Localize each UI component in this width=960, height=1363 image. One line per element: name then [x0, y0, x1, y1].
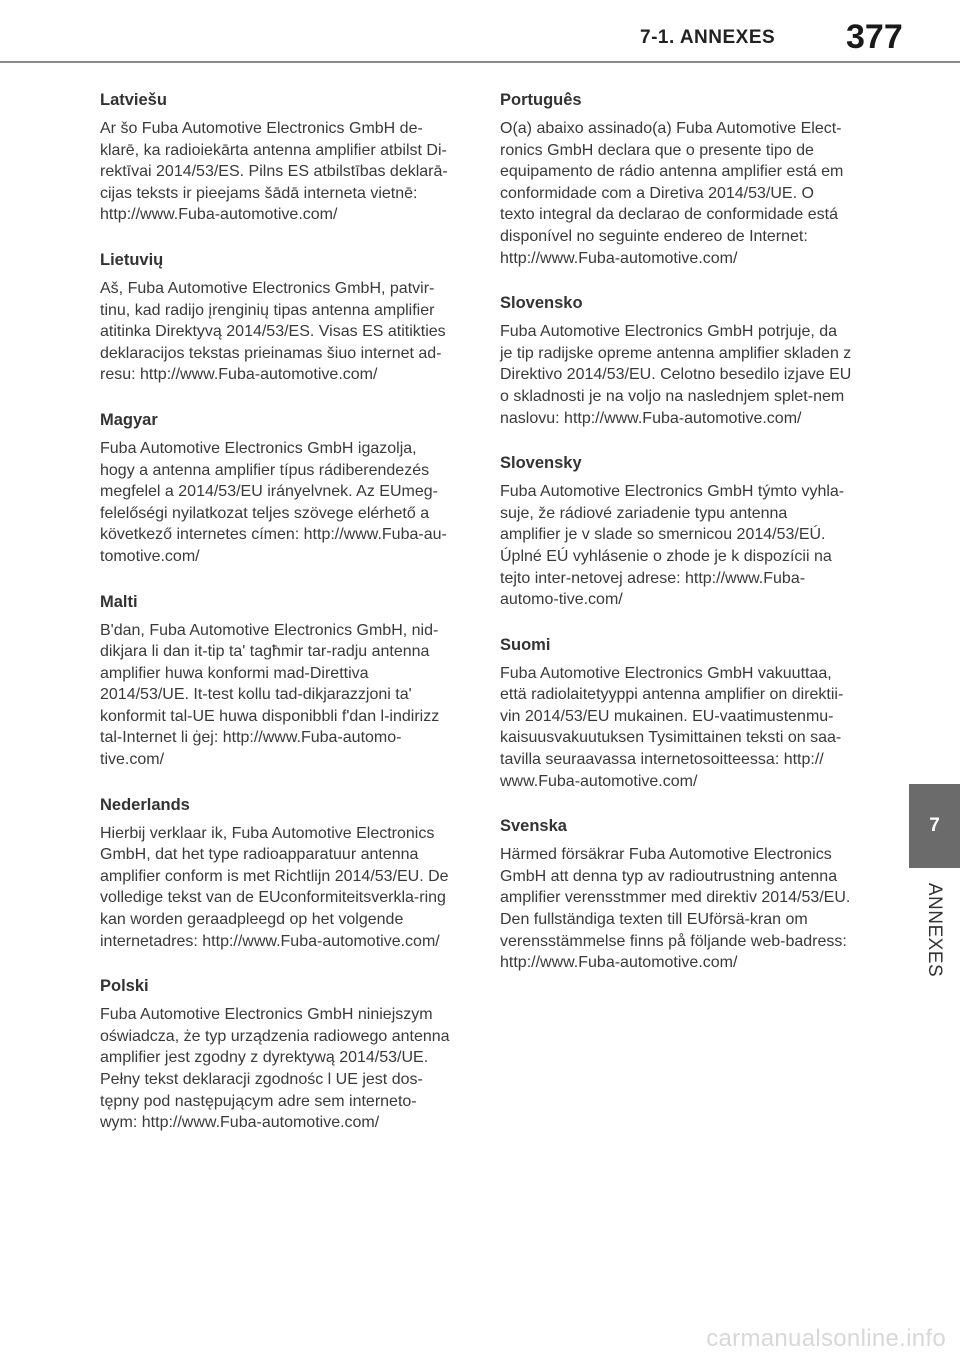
section-nederlands — [100, 793, 452, 953]
section-heading: Latviešu — [100, 91, 167, 109]
section-malti — [100, 590, 452, 771]
section-heading: Magyar — [100, 410, 158, 429]
section-text: Aš, Fuba Automotive Electronics GmbH, patvir-tinu, kad radijo įrenginių tipas antenna amplifier atitinka Direktyvą 2014/53/ES. Visas ES atitikties deklaracijos tekstas prieinamas šiuo internet ad-resu: http://www.Fuba-automotive.com/ — [100, 279, 446, 384]
section-polski — [100, 974, 452, 1134]
section-heading: Nederlands — [100, 795, 190, 814]
section-svenska — [500, 814, 852, 974]
section-heading: Lietuvių — [100, 250, 164, 269]
chapter-tab — [909, 784, 960, 868]
section-text: Fuba Automotive Electronics GmbH igazolja, hogy a antenna amplifier típus rádiberendezés megfelel a 2014/53/EU irányelvnek. Az EUmeg-felelőségi nyilatkozat teljes szövege elérhető a következő internetes címen: http://www.Fuba-au-tomotive.com/ — [100, 439, 447, 565]
section-text: Fuba Automotive Electronics GmbH potrjuje, da je tip radijske opreme antenna amplifier skladen z Direktivo 2014/53/EU. Celotno besedilo izjave EU o skladnosti je na voljo na naslednjem splet-nem naslovu: http://www.Fuba-automotive.com/ — [500, 323, 852, 427]
section-heading: Svenska — [500, 817, 567, 836]
section-text: Fuba Automotive Electronics GmbH niniejszym oświadcza, że typ urządzenia radiowego antenna amplifier jest zgodny z dyrektywą 2014/53/UE. Pełny tekst deklaracji zgodnośc l UE jest dos-tępny pod następującym adre sem interneto-wym: http://www.Fuba-automotive.com/ — [100, 1006, 450, 1132]
section-lietuviu — [100, 248, 452, 386]
section-heading: Português — [500, 91, 582, 109]
section-slovensky — [500, 451, 852, 611]
section-heading: Suomi — [500, 635, 551, 654]
header-divider — [0, 61, 960, 63]
watermark: carmanualsonline.info — [706, 1325, 946, 1352]
section-slovensko — [500, 291, 852, 429]
section-heading: Slovensky — [500, 454, 582, 473]
section-latviesu — [100, 88, 452, 226]
chapter-number: 7 — [929, 815, 940, 836]
left-column — [100, 88, 452, 1156]
running-header-title: 7-1. ANNEXES — [640, 27, 776, 48]
section-portugues — [500, 88, 852, 269]
section-text: Ar šo Fuba Automotive Electronics GmbH de-klarē, ka radioiekārta antenna amplifier atbilst Di-rektīvai 2014/53/ES. Pilns ES atbilstības deklarā-cijas teksts ir pieejams šādā interneta vietnē: http://www.Fuba-automotive.com/ — [100, 120, 448, 224]
section-suomi — [500, 633, 852, 793]
section-magyar — [100, 408, 452, 568]
section-heading: Slovensko — [500, 294, 583, 313]
section-text: B'dan, Fuba Automotive Electronics GmbH, nid-dikjara li dan it-tip ta' tagħmir tar-radju antenna amplifier huwa konformi mad-Direttiva 2014/53/UE. It-test kollu tad-dikjarazzjoni ta' konformit tal-UE huwa disponibbli f'dan l-indirizz tal-Internet li ġej: http://www.Fuba-automo-tive.com/ — [100, 621, 440, 769]
section-text: Fuba Automotive Electronics GmbH vakuuttaa, että radiolaitetyyppi antenna amplifier on direktii-vin 2014/53/EU mukainen. EU-vaatimustenmu-kaisuusvakuutuksen Tysimittainen teksti on saa-tavilla seuraavassa internetosoitteessa: http:// www.Fuba-automotive.com/ — [500, 664, 844, 790]
right-column — [500, 88, 852, 996]
page-number: 377 — [846, 18, 903, 56]
chapter-side-label: ANNEXES — [924, 882, 945, 978]
section-text: O(a) abaixo assinado(a) Fuba Automotive Elect-ronics GmbH declara que o presente tipo de equipamento de rádio antenna amplifier está em conformidade com a Diretiva 2014/53/UE. O texto integral da declarao de conformidade está disponível no seguinte endereo de Internet: http://www.Fuba-automotive.com/ — [500, 120, 844, 267]
section-heading: Malti — [100, 592, 138, 611]
section-text: Hierbij verklaar ik, Fuba Automotive Electronics GmbH, dat het type radioapparatuur antenna amplifier conform is met Richtlijn 2014/53/EU. De volledige tekst van de EUconformiteitsverkla-ring kan worden geraadpleegd op het volgende internetadres: http://www.Fuba-automotive.com/ — [100, 824, 449, 950]
section-heading: Polski — [100, 977, 149, 996]
section-text: Fuba Automotive Electronics GmbH týmto vyhla-suje, že rádiové zariadenie typu antenna amplifier je v slade so smernicou 2014/53/EÚ. Úplné EÚ vyhlásenie o zhode je k dispozícii na tejto inter-netovej adrese: http://www.Fuba-automo-tive.com/ — [500, 483, 845, 609]
section-text: Härmed försäkrar Fuba Automotive Electronics GmbH att denna typ av radioutrustning antenna amplifier verensstmmer med direktiv 2014/53/EU. Den fullständiga texten till EUförsä-kran om verensstämmelse finns på följande web-badress: http://www.Fuba-automotive.com/ — [500, 846, 851, 972]
